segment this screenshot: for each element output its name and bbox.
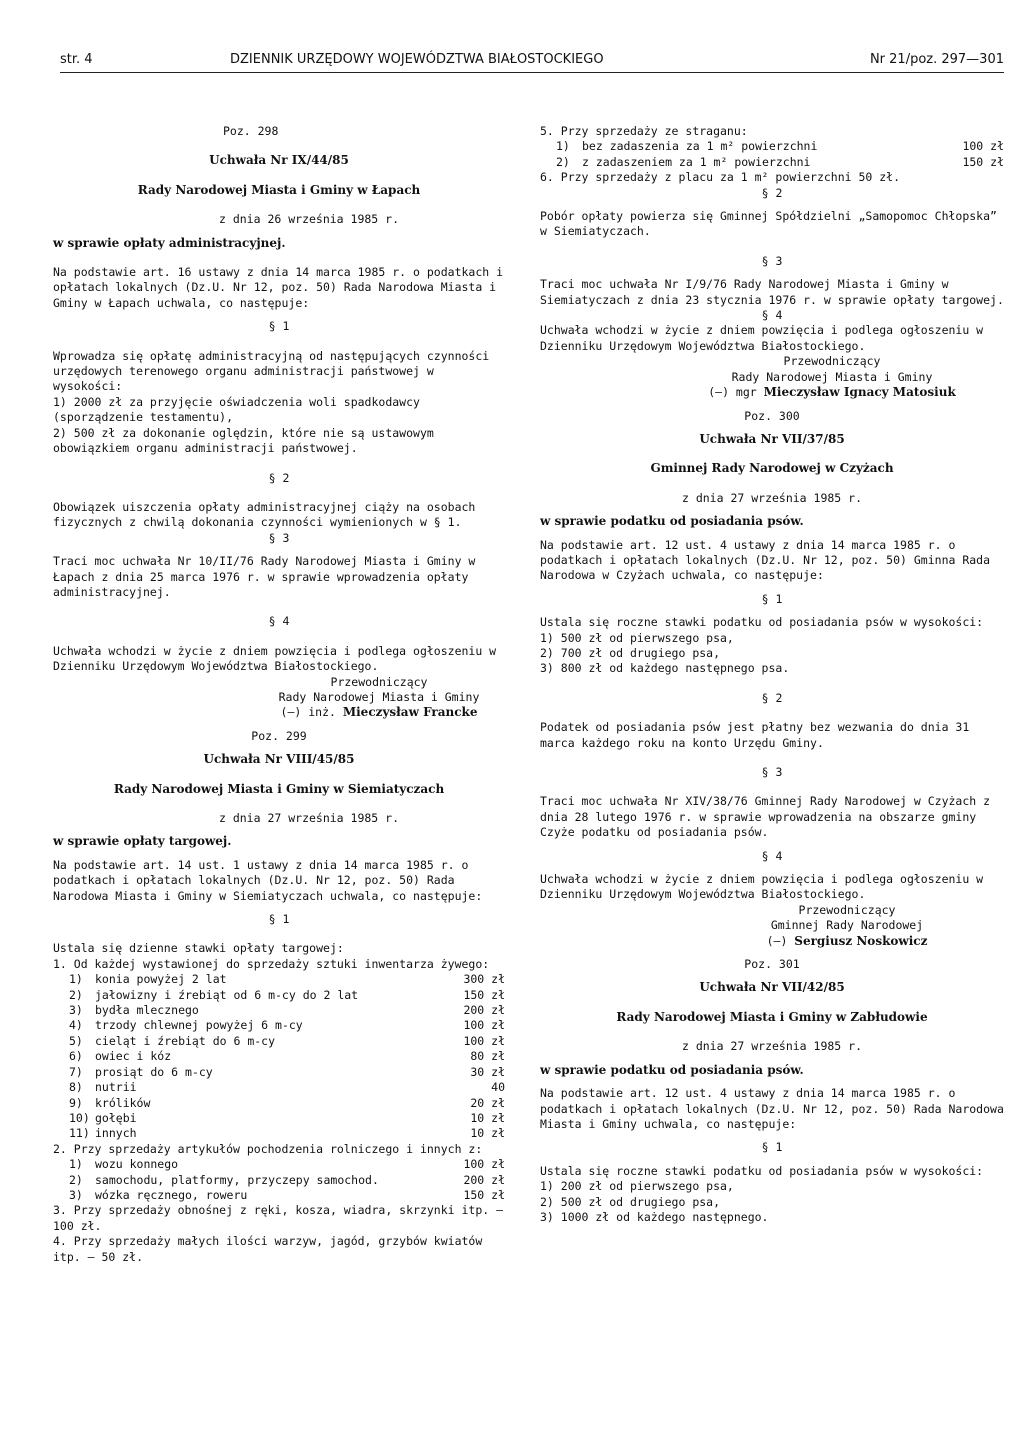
resolution-298-paragraph-4: Uchwała wchodzi w życie z dniem powzięcia i podlega ogłoszeniu w Dzienniku Urzędowym Województwa Białostockiego. bbox=[53, 643, 497, 674]
section-1: § 1 bbox=[761, 1140, 783, 1155]
resolution-301-intro: Na podstawie art. 12 ust. 4 ustawy z dnia 14 marca 1985 r. o podatkach i opłatach lokalnych (Dz.U. Nr 12, poz. 50) Rada Narodowa Miasta i Gminy uchwala, co następuje: bbox=[540, 1086, 1004, 1131]
rate-label: z zadaszeniem za 1 m² powierzchni bbox=[582, 154, 811, 169]
rate-row bbox=[69, 1034, 505, 1049]
rate-value: 200 zł bbox=[463, 1172, 505, 1187]
rate-value: 100 zł bbox=[463, 1018, 505, 1033]
section-1: § 1 bbox=[761, 591, 783, 606]
rate-number: 2) bbox=[69, 987, 83, 1002]
resolution-299-subject: w sprawie opłaty targowej. bbox=[53, 834, 232, 849]
rate-row bbox=[69, 1049, 505, 1064]
left-column bbox=[53, 124, 505, 1265]
rate-label: wózka ręcznego, roweru bbox=[95, 1187, 248, 1202]
section-2: § 2 bbox=[761, 185, 783, 200]
rate-row bbox=[69, 1018, 505, 1033]
rate-row bbox=[69, 1111, 505, 1126]
rate-row bbox=[69, 1126, 505, 1141]
position-299: Poz. 299 bbox=[251, 728, 307, 743]
resolution-299-date: z dnia 27 września 1985 r. bbox=[218, 811, 399, 825]
rate-value: 100 zł bbox=[463, 1157, 505, 1172]
resolution-301-council: Rady Narodowej Miasta i Gminy w Zabłudowie bbox=[616, 1009, 928, 1024]
rate-number: 5) bbox=[69, 1033, 83, 1048]
rate-label: konia powyżej 2 lat bbox=[95, 972, 227, 987]
rate-label: prosiąt do 6 m-cy bbox=[95, 1064, 213, 1079]
resolution-299-item-2: 2. Przy sprzedaży artykułów pochodzenia rolniczego i innych z: bbox=[53, 1141, 483, 1156]
section-3: § 3 bbox=[268, 530, 290, 545]
resolution-300-subject: w sprawie podatku od posiadania psów. bbox=[540, 514, 804, 529]
rate-value: 30 zł bbox=[470, 1064, 505, 1079]
resolution-298-item-1: 1) 2000 zł za przyjęcie oświadczenia woli spadkodawcy (sporządzenie testamentu), bbox=[53, 394, 420, 425]
rate-number: 11) bbox=[69, 1126, 90, 1141]
journal-title: DZIENNIK URZĘDOWY WOJEWÓDZTWA BIAŁOSTOCKIEGO bbox=[230, 52, 604, 67]
rate-number: 2) bbox=[69, 1172, 83, 1187]
rate-value: 100 zł bbox=[463, 1033, 505, 1048]
resolution-299-paragraph-3: Traci moc uchwała Nr I/9/76 Rady Narodowej Miasta i Gminy w Siemiatyczach z dnia 23 stycznia 1976 r. w sprawie opłaty targowej. bbox=[540, 277, 1004, 307]
resolution-298-subject: w sprawie opłaty administracyjnej. bbox=[53, 235, 286, 250]
resolution-301-date: z dnia 27 września 1985 r. bbox=[681, 1039, 862, 1054]
resolution-301-subject: w sprawie podatku od posiadania psów. bbox=[540, 1062, 804, 1077]
resolution-299-item-5: 5. Przy sprzedaży ze straganu: bbox=[540, 124, 748, 138]
rate-number: 9) bbox=[69, 1095, 83, 1110]
rate-label: królików bbox=[95, 1095, 151, 1110]
resolution-300-item-3: 3) 800 zł od każdego następnego psa. bbox=[540, 661, 790, 676]
rate-value: 20 zł bbox=[470, 1095, 505, 1110]
rate-number: 7) bbox=[69, 1064, 83, 1079]
header-rule bbox=[60, 72, 1004, 73]
rate-value: 150 zł bbox=[463, 1187, 505, 1202]
resolution-299-council: Rady Narodowej Miasta i Gminy w Siemiatyczach bbox=[113, 781, 445, 796]
rate-value: 300 zł bbox=[463, 972, 505, 987]
resolution-300-paragraph-3: Traci moc uchwała Nr XIV/38/76 Gminnej Rady Narodowej w Czyżach z dnia 28 lutego 1976 r. w sprawie wprowadzenia na obszarze gminy Czyże podatku od posiadania psów. bbox=[540, 794, 991, 840]
resolution-298-council: Rady Narodowej Miasta i Gminy w Łapach bbox=[137, 182, 421, 197]
position-300: Poz. 300 bbox=[744, 408, 800, 423]
resolution-300-paragraph-2: Podatek od posiadania psów jest płatny bez wezwania do dnia 31 marca każdego roku na konto Urzędu Gminy. bbox=[540, 720, 970, 750]
section-4: § 4 bbox=[268, 614, 290, 629]
section-4: § 4 bbox=[761, 308, 783, 323]
resolution-299-paragraph-1: Ustala się dzienne stawki opłaty targowej: bbox=[53, 941, 344, 956]
rate-number: 4) bbox=[69, 1018, 83, 1033]
signature-role: Przewodniczący bbox=[330, 674, 428, 689]
rate-label: samochodu, platformy, przyczepy samochod. bbox=[95, 1172, 379, 1187]
position-301: Poz. 301 bbox=[744, 957, 800, 972]
rate-label: bez zadaszenia za 1 m² powierzchni bbox=[582, 139, 818, 154]
section-4: § 4 bbox=[761, 848, 783, 863]
signature-council: Rady Narodowej Miasta i Gminy bbox=[278, 689, 480, 704]
rate-value: 40 bbox=[491, 1080, 505, 1095]
resolution-300-council: Gminnej Rady Narodowej w Czyżach bbox=[650, 461, 894, 476]
resolution-300-item-2: 2) 700 zł od drugiego psa, bbox=[540, 645, 721, 660]
rate-value: 100 zł bbox=[962, 139, 1004, 154]
rate-label: nutrii bbox=[95, 1080, 137, 1095]
rate-label: owiec i kóz bbox=[95, 1049, 172, 1064]
livestock-rate-list bbox=[53, 972, 505, 1141]
rate-value: 150 zł bbox=[463, 987, 505, 1002]
rate-number: 8) bbox=[69, 1080, 83, 1095]
running-header bbox=[60, 52, 1004, 70]
signature-council: Rady Narodowej Miasta i Gminy bbox=[731, 369, 933, 384]
section-1: § 1 bbox=[268, 319, 290, 334]
resolution-299-item-1: 1. Od każdej wystawionej do sprzedaży sztuki inwentarza żywego: bbox=[53, 956, 490, 971]
resolution-300-paragraph-1: Ustala się roczne stawki podatku od posiadania psów w wysokości: bbox=[540, 615, 984, 630]
rate-value: 80 zł bbox=[470, 1049, 505, 1064]
resolution-299-paragraph-4: Uchwała wchodzi w życie z dniem powzięcia i podlega ogłoszeniu w Dzienniku Urzędowym Województwa Białostockiego. bbox=[540, 323, 984, 353]
section-2: § 2 bbox=[268, 470, 290, 485]
resolution-299-item-3: 3. Przy sprzedaży obnośnej z ręki, kosza, wiadra, skrzynki itp. — 100 zł. bbox=[53, 1203, 504, 1233]
rate-number: 3) bbox=[69, 1003, 83, 1018]
signature-name: (—) Sergiusz Noskowicz bbox=[766, 933, 928, 948]
rate-label: bydła mlecznego bbox=[95, 1003, 199, 1018]
resolution-299-item-6: 6. Przy sprzedaży z placu za 1 m² powierzchni 50 zł. bbox=[540, 170, 901, 185]
signature-299 bbox=[540, 354, 1004, 400]
rate-row bbox=[556, 139, 1004, 154]
rate-value: 10 zł bbox=[470, 1110, 505, 1125]
rate-label: innych bbox=[95, 1126, 137, 1141]
rate-label: gołębi bbox=[95, 1110, 137, 1125]
rate-row bbox=[69, 1173, 505, 1188]
resolution-301-item-2: 2) 500 zł od drugiego psa, bbox=[540, 1194, 721, 1209]
resolution-300-title: Uchwała Nr VII/37/85 bbox=[699, 431, 845, 446]
rate-label: trzody chlewnej powyżej 6 m-cy bbox=[95, 1018, 303, 1033]
page-number: str. 4 bbox=[60, 52, 93, 67]
resolution-298-intro: Na podstawie art. 16 ustawy z dnia 14 marca 1985 r. o podatkach i opłatach lokalnych (Dz.U. Nr 12, poz. 50) Rada Narodowa Miasta i Gminy w Łapach uchwala, co następuje: bbox=[53, 265, 504, 310]
signature-role: Przewodniczący bbox=[783, 354, 881, 369]
position-298: Poz. 298 bbox=[223, 124, 279, 138]
rate-number: 3) bbox=[69, 1187, 83, 1202]
rate-row bbox=[556, 155, 1004, 170]
signature-298 bbox=[53, 675, 505, 721]
signature-300 bbox=[540, 903, 1004, 949]
rate-row bbox=[69, 972, 505, 987]
rate-label: wozu konnego bbox=[95, 1157, 179, 1172]
resolution-300-item-1: 1) 500 zł od pierwszego psa, bbox=[540, 630, 734, 645]
signature-name: (—) mgr Mieczysław Ignacy Matosiuk bbox=[708, 385, 956, 400]
rate-number: 6) bbox=[69, 1049, 83, 1064]
rate-row bbox=[69, 1157, 505, 1172]
resolution-298-date: z dnia 26 września 1985 r. bbox=[218, 212, 399, 227]
rate-value: 10 zł bbox=[470, 1126, 505, 1141]
rate-value: 150 zł bbox=[962, 154, 1004, 169]
rate-row bbox=[69, 1080, 505, 1095]
resolution-298-item-2: 2) 500 zł za dokonanie oględzin, które nie są ustawowym obowiązkiem organu administracji państwowej. bbox=[53, 425, 434, 456]
rate-row bbox=[69, 1096, 505, 1111]
rate-row bbox=[69, 988, 505, 1003]
rate-number: 1) bbox=[69, 972, 83, 987]
issue-reference: Nr 21/poz. 297—301 bbox=[869, 52, 1004, 67]
rate-number: 2) bbox=[556, 154, 570, 169]
resolution-298-paragraph-1: Wprowadza się opłatę administracyjną od następujących czynności urzędowych terenowego organu administracji państwowej w wysokości: bbox=[53, 348, 490, 394]
rate-row bbox=[69, 1003, 505, 1018]
resolution-300-intro: Na podstawie art. 12 ust. 4 ustawy z dnia 14 marca 1985 r. o podatkach i opłatach lokalnych (Dz.U. Nr 12, poz. 50) Gminna Rada Narodowa w Czyżach uchwala, co następuje: bbox=[540, 537, 991, 583]
rate-number: 1) bbox=[556, 139, 570, 154]
resolution-301-item-1: 1) 200 zł od pierwszego psa, bbox=[540, 1179, 734, 1194]
section-3: § 3 bbox=[761, 765, 783, 779]
stall-rate-list bbox=[540, 139, 1004, 170]
section-1: § 1 bbox=[268, 912, 290, 927]
resolution-298-paragraph-3: Traci moc uchwała Nr 10/II/76 Rady Narodowej Miasta i Gminy w Łapach z dnia 25 marca 1976 r. w sprawie wprowadzenia opłaty administracyjnej. bbox=[53, 554, 476, 599]
section-3: § 3 bbox=[761, 253, 783, 268]
resolution-298-title: Uchwała Nr IX/44/85 bbox=[209, 153, 349, 168]
resolution-300-date: z dnia 27 września 1985 r. bbox=[681, 490, 862, 505]
resolution-300-paragraph-4: Uchwała wchodzi w życie z dniem powzięcia i podlega ogłoszeniu w Dzienniku Urzędowym Województwa Białostockiego. bbox=[540, 872, 984, 902]
resolution-301-item-3: 3) 1000 zł od każdego następnego. bbox=[540, 1209, 769, 1224]
resolution-301-title: Uchwała Nr VII/42/85 bbox=[699, 980, 845, 995]
signature-council: Gminnej Rady Narodowej bbox=[770, 918, 924, 933]
rate-label: jałowizny i źrebiąt od 6 m-cy do 2 lat bbox=[95, 987, 359, 1002]
rate-label: cieląt i źrebiąt do 6 m-cy bbox=[95, 1033, 276, 1048]
resolution-299-intro: Na podstawie art. 14 ust. 1 ustawy z dnia 14 marca 1985 r. o podatkach i opłatach lokalnych (Dz.U. Nr 12, poz. 50) Rada Narodowa Miasta i Gminy w Siemiatyczach uchwala, co następuje: bbox=[53, 857, 483, 903]
resolution-299-item-4: 4. Przy sprzedaży małych ilości warzyw, jagód, grzybów kwiatów itp. — 50 zł. bbox=[53, 1234, 483, 1264]
rate-row bbox=[69, 1065, 505, 1080]
rate-row bbox=[69, 1188, 505, 1203]
signature-role: Przewodniczący bbox=[798, 902, 896, 917]
rate-number: 10) bbox=[69, 1110, 90, 1125]
resolution-299-paragraph-2: Pobór opłaty powierza się Gminnej Spółdzielni „Samopomoc Chłopska” w Siemiatyczach. bbox=[540, 209, 997, 239]
resolution-299-title: Uchwała Nr VIII/45/85 bbox=[203, 752, 355, 767]
resolution-298-paragraph-2: Obowiązek uiszczenia opłaty administracyjnej ciąży na osobach fizycznych z chwilą dokonania czynności wymienionych w § 1. bbox=[53, 499, 476, 530]
rate-value: 200 zł bbox=[463, 1003, 505, 1018]
resolution-301-paragraph-1: Ustala się roczne stawki podatku od posiadania psów w wysokości: bbox=[540, 1163, 984, 1178]
signature-name: (—) inż. Mieczysław Francke bbox=[280, 705, 478, 720]
rate-number: 1) bbox=[69, 1157, 83, 1172]
section-2: § 2 bbox=[761, 690, 783, 705]
right-column bbox=[540, 124, 1004, 1225]
vehicle-rate-list bbox=[53, 1157, 505, 1203]
